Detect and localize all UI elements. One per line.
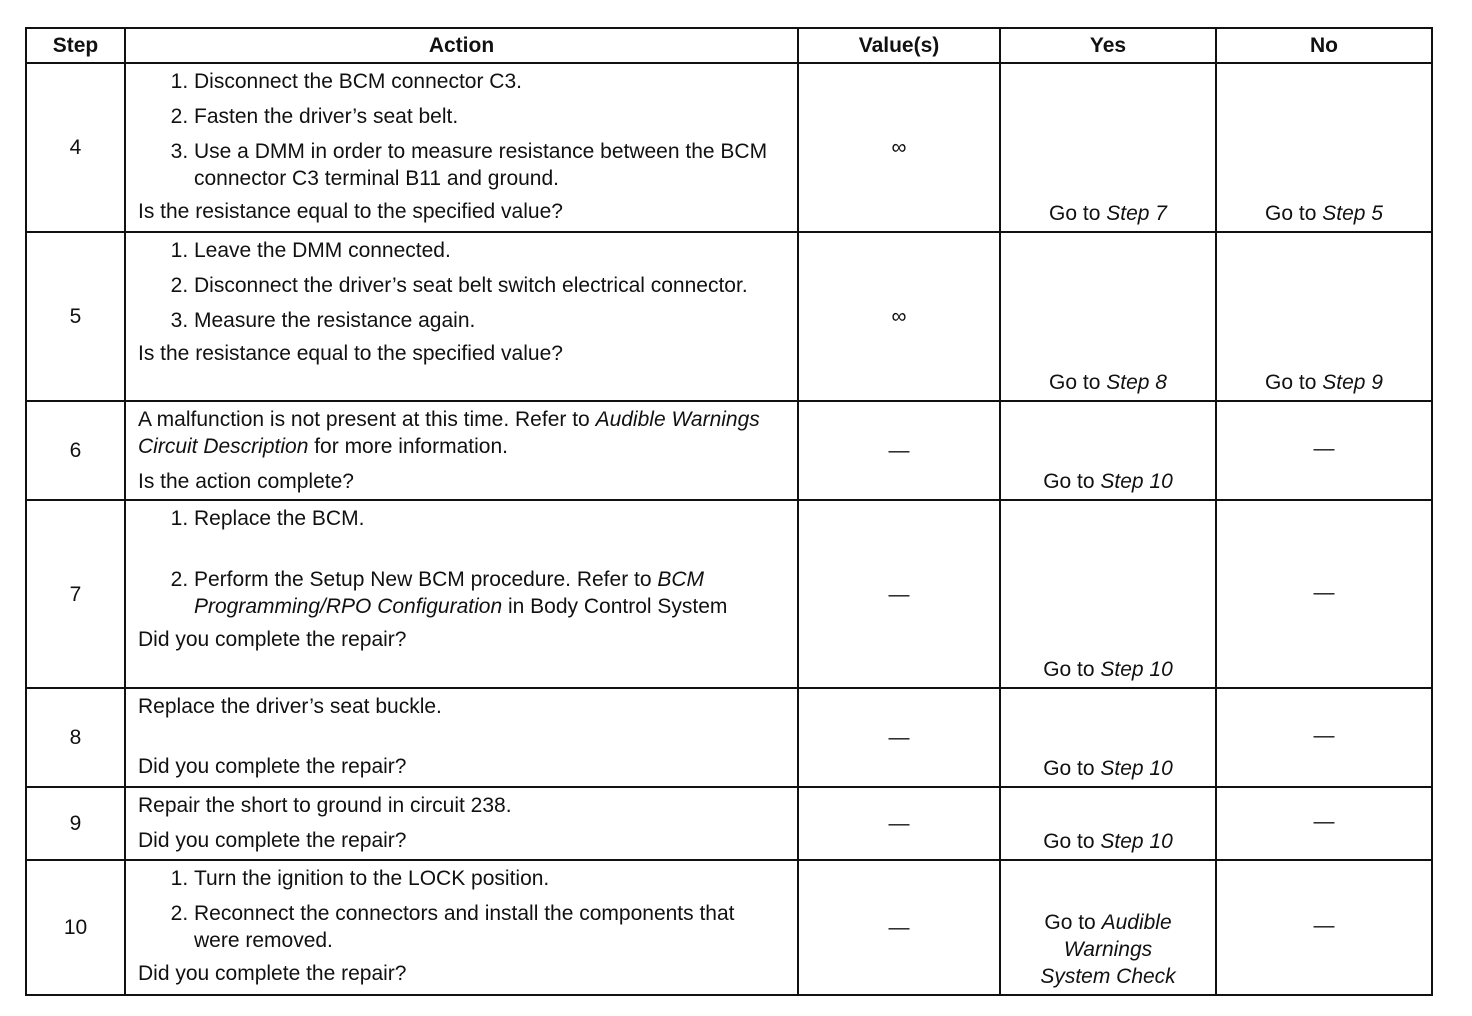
table-row xyxy=(26,787,1432,860)
yes-cell xyxy=(1000,401,1216,500)
step-reference: Step 10 xyxy=(1100,470,1173,493)
goto-prefix: Go to xyxy=(1044,911,1096,934)
step-number: 4 xyxy=(26,63,125,232)
action-item: 3. Measure the resistance again. xyxy=(194,307,785,334)
yes-cell xyxy=(1000,63,1216,232)
action-list xyxy=(138,68,785,192)
table-row xyxy=(26,500,1432,688)
doc-reference: Audible Warnings Circuit Description xyxy=(138,408,760,458)
action-cell xyxy=(125,500,798,688)
yes-cell xyxy=(1000,688,1216,787)
action-item: 3. Use a DMM in order to measure resistance between the BCM connector C3 terminal B11 and ground. xyxy=(194,138,785,192)
action-question: Is the resistance equal to the specified value? xyxy=(138,342,563,365)
step-reference: Step 7 xyxy=(1106,202,1167,225)
value-cell: — xyxy=(798,500,1000,688)
header-yes: Yes xyxy=(1000,28,1216,63)
step-reference: Step 9 xyxy=(1322,371,1383,394)
action-cell xyxy=(125,860,798,995)
header-values: Value(s) xyxy=(798,28,1000,63)
value-cell: ∞ xyxy=(798,63,1000,232)
intro-text: A malfunction is not present at this time. Refer to xyxy=(138,408,596,431)
header-row xyxy=(26,28,1432,63)
action-question: Is the resistance equal to the specified value? xyxy=(138,200,563,223)
goto-prefix: Go to xyxy=(1043,830,1101,853)
goto-prefix: Go to xyxy=(1043,470,1101,493)
action-item xyxy=(194,566,785,620)
action-question: Did you complete the repair? xyxy=(138,962,407,985)
action-item: 2. Fasten the driver’s seat belt. xyxy=(194,103,785,130)
action-cell xyxy=(125,401,798,500)
step-reference: Step 10 xyxy=(1100,830,1173,853)
action-item: 2. Reconnect the connectors and install the components that were removed. xyxy=(194,900,785,954)
yes-cell xyxy=(1000,860,1216,995)
no-cell: — xyxy=(1216,401,1432,500)
action-intro: Replace the driver’s seat buckle. xyxy=(138,695,442,718)
step-number: 9 xyxy=(26,787,125,860)
value-cell: — xyxy=(798,860,1000,995)
no-cell: — xyxy=(1216,787,1432,860)
no-cell: — xyxy=(1216,860,1432,995)
action-cell xyxy=(125,787,798,860)
table-row xyxy=(26,232,1432,401)
yes-cell xyxy=(1000,232,1216,401)
step-number: 8 xyxy=(26,688,125,787)
goto-prefix: Go to xyxy=(1049,202,1107,225)
action-item: 2. Disconnect the driver’s seat belt switch electrical connector. xyxy=(194,272,785,299)
step-reference: Step 8 xyxy=(1106,371,1167,394)
action-cell xyxy=(125,232,798,401)
value-cell: ∞ xyxy=(798,232,1000,401)
step-reference: Step 10 xyxy=(1100,757,1173,780)
step-number: 6 xyxy=(26,401,125,500)
goto-prefix: Go to xyxy=(1043,658,1101,681)
action-item: 1. Leave the DMM connected. xyxy=(194,237,785,264)
value-cell: — xyxy=(798,688,1000,787)
goto-prefix: Go to xyxy=(1265,202,1323,225)
table-row xyxy=(26,401,1432,500)
yes-cell xyxy=(1000,500,1216,688)
action-list xyxy=(138,865,785,954)
action-question: Did you complete the repair? xyxy=(138,755,407,778)
goto-prefix: Go to xyxy=(1043,757,1101,780)
action-question: Did you complete the repair? xyxy=(138,829,407,852)
step-number: 5 xyxy=(26,232,125,401)
action-cell xyxy=(125,63,798,232)
intro-text: for more information. xyxy=(308,435,508,458)
doc-reference: BCM Programming/RPO Configuration xyxy=(194,568,705,618)
no-cell: — xyxy=(1216,500,1432,688)
table-row xyxy=(26,63,1432,232)
doc-reference: Warnings xyxy=(1063,938,1153,961)
step-reference: Step 5 xyxy=(1322,202,1383,225)
action-question: Is the action complete? xyxy=(138,470,354,493)
goto-prefix: Go to xyxy=(1049,371,1107,394)
value-cell: — xyxy=(798,401,1000,500)
goto-prefix: Go to xyxy=(1265,371,1323,394)
action-intro: Repair the short to ground in circuit 238. xyxy=(138,794,512,817)
step-reference: Step 10 xyxy=(1100,658,1173,681)
no-cell xyxy=(1216,63,1432,232)
action-list xyxy=(138,505,785,620)
diagnostic-table xyxy=(25,27,1433,996)
value-cell: — xyxy=(798,787,1000,860)
action-list xyxy=(138,237,785,334)
action-cell xyxy=(125,688,798,787)
yes-cell xyxy=(1000,787,1216,860)
action-intro xyxy=(138,406,785,460)
no-cell xyxy=(1216,232,1432,401)
table-row xyxy=(26,860,1432,995)
doc-reference: System Check xyxy=(1040,965,1176,988)
action-item: 1. Replace the BCM. xyxy=(194,505,785,532)
action-question: Did you complete the repair? xyxy=(138,628,407,651)
step-number: 7 xyxy=(26,500,125,688)
no-cell: — xyxy=(1216,688,1432,787)
action-item: 1. Turn the ignition to the LOCK position. xyxy=(194,865,785,892)
item-text: in Body Control System xyxy=(502,595,728,618)
header-no: No xyxy=(1216,28,1432,63)
header-step: Step xyxy=(26,28,125,63)
item-text: Perform the Setup New BCM procedure. Refer to xyxy=(194,568,658,591)
step-number: 10 xyxy=(26,860,125,995)
table-row xyxy=(26,688,1432,787)
doc-reference: Audible xyxy=(1101,911,1172,934)
header-action: Action xyxy=(125,28,798,63)
action-item: 1. Disconnect the BCM connector C3. xyxy=(194,68,785,95)
